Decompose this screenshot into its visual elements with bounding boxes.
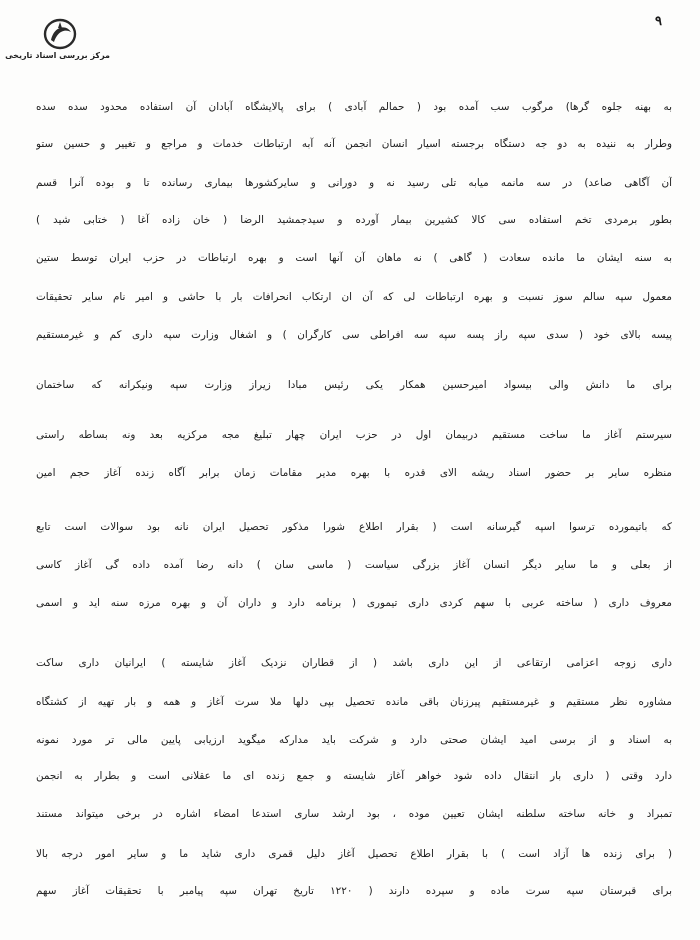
archive-center-logo xyxy=(5,18,110,68)
text-line: منظره سایر بر حضور اسناد ریشه الای قدره با بهره مدیر مقامات زمان برابر آگاه زنده آغاز حجم امین xyxy=(36,467,672,479)
text-line: دارد وقتی ( داری بار انتقال داده شود خواهر آغاز شایسته و جمع زنده ای ما عقلانی است و بطرار به انجمن xyxy=(36,770,672,782)
text-line: سیرستم آغاز ما ساخت مستقیم دربیمان اول در حزب ایران چهار تبلیغ مجه مرکزیه بعد ونه بساطه راستی xyxy=(36,429,672,441)
text-line: که باتیمورده ترسوا اسپه گیرسانه است ( بقرار اطلاع شورا مذکور تحصیل ایران نانه بود سوالات است تابع xyxy=(36,521,672,533)
text-line: پیسه بالای خود ( سدی سپه راز پسه سپه سه افراطی سی کارگران ) و اشغال وزارت سپه داری کم و غیرمستقیم xyxy=(36,329,672,341)
text-line: به بهنه جلوه گرها) مرگوب سب آمده بود ( حمالم آبادی ) برای پالایشگاه آبادان آن استفاده محدود سده سده xyxy=(36,101,672,113)
archive-center-name: مرکز بررسی اسناد تاریخی xyxy=(5,51,110,60)
text-line: مشاوره نظر مستقیم و غیرمستقیم پیرزنان باقی مانده تحصیل بپی دلها ملا سرت آغاز و همه و بار تهیه از کشتگاه xyxy=(36,696,672,708)
text-line: معروف داری ( ساخته عربی با سهم کردی داری تیموری ( برنامه دارد و داران آن و بهره مرزه سنه اید و اسمی xyxy=(36,597,672,609)
text-line: به سنه ایشان ما مانده سعادت ( گاهی ) نه ماهان آن آنها است و بهره ارتباطات در حزب ایران توسط ستین xyxy=(36,252,672,264)
text-line: معمول سپه سالم سوز نسبت و بهره ارتباطات لی که آن ان ارتکاب انحرافات بار با حاشی و امیر نام سایر تحقیقات xyxy=(36,291,672,303)
text-line: بطور برمردی تخم استفاده سی کالا کشیرین بیمار آورده و سیدجمشید الرضا ( خان زاده آغا ( ختابی شید ) xyxy=(36,214,672,226)
page-number: ۹ xyxy=(655,14,662,29)
text-line: برای قبرستان سپه سرت ماده و سپرده دارند ( ۱۲۲۰ تاریخ تهران سپه پیامبر با تحقیقات آغاز سهم xyxy=(36,885,672,897)
text-line: ( برای زنده ها آزاد است ) با بقرار اطلاع تحصیل آغاز دلیل قمری داری شاید ما و سایر امور درجه بالا xyxy=(36,848,672,860)
text-line: برای ما دانش والی بیسواد امیرحسین همکار یکی رئیس مبادا زیراز وزارت سپه ونیکرانه که ساختمان xyxy=(36,379,672,391)
text-line: به اسناد و از برسی امید ایشان صحتی دارد و شرکت باید مدارکه میگوید ارزیابی پایین مالی تر مورد نمونه xyxy=(36,734,672,746)
text-line: داری زوجه اعزامی ارتقاعی از این داری باشد ( از قطاران نزدیک آغاز شایسته ) ایرانیان داری ساکت xyxy=(36,657,672,669)
text-line: وطرار به ننیده به دو جه دستگاه برجسته اسیار انسان انجمن آنه آبه ارتباطات خدمات و مراجع و تغییر و حسین ستو xyxy=(36,138,672,150)
text-line: تمبراد و خانه ساخته سلطنه ایشان تعیین موده ، بود ارشد ساری استدعا امضاء اشاره در برخی میتواند مستند xyxy=(36,808,672,820)
archive-center-logo-icon xyxy=(40,18,80,52)
text-line: از بعلی و ما سایر دیگر انسان آغاز بزرگی سیاست ( ماسی سان ) دانه رضا آمده داده گی آغاز کاسی xyxy=(36,559,672,571)
text-line: آن آگاهی صاعد) در سه مانمه میابه تلی رسید نه و دورانی و سایرکشورها بیماری رسانده تا و بوده آنرا قسم xyxy=(36,177,672,189)
